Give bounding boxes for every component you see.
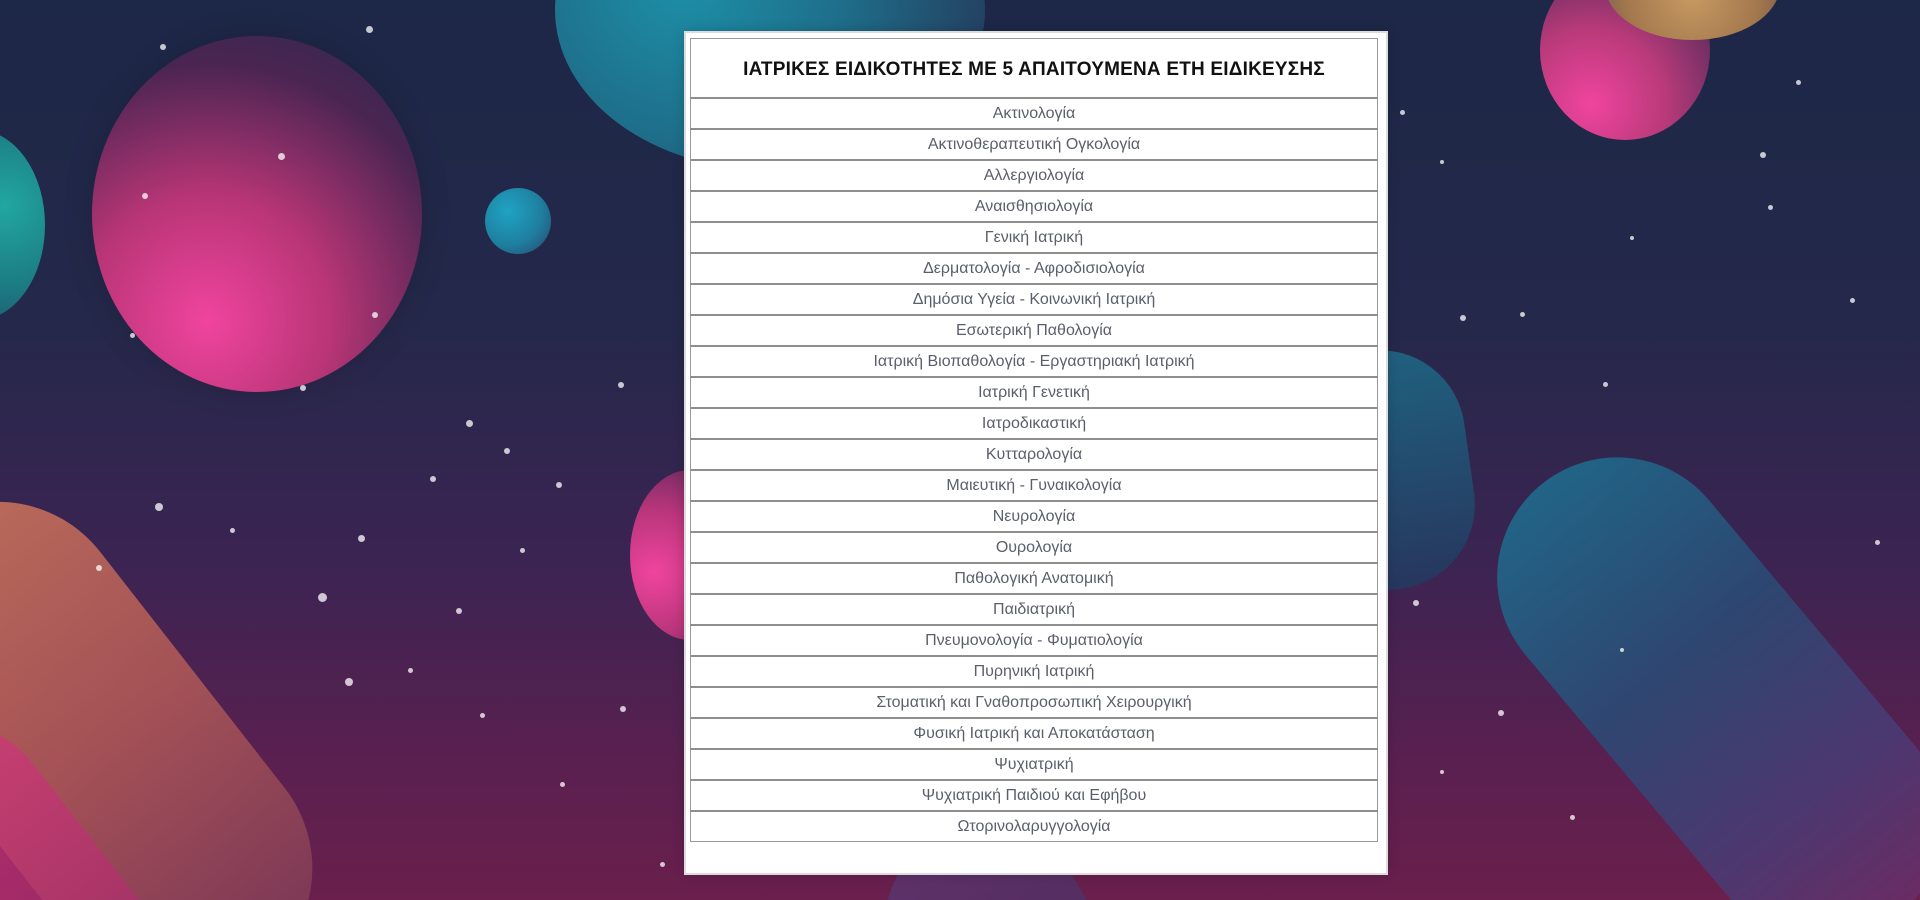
star <box>1520 312 1525 317</box>
table-title: ΙΑΤΡΙΚΕΣ ΕΙΔΙΚΟΤΗΤΕΣ ΜΕ 5 ΑΠΑΙΤΟΥΜΕΝΑ ΕΤΗ ΕΙΔΙΚΕΥΣΗΣ <box>691 39 1378 99</box>
star <box>1440 770 1444 774</box>
table-cell <box>691 222 1378 253</box>
specialty-name: Στοματική και Γναθοπροσωπική Χειρουργική <box>876 693 1192 711</box>
table-cell <box>691 563 1378 594</box>
specialties-table-wrapper <box>690 38 1378 842</box>
table-cell <box>691 470 1378 501</box>
table-row <box>691 532 1378 563</box>
star <box>278 153 285 160</box>
star <box>618 382 624 388</box>
table-cell <box>691 687 1378 718</box>
table-row <box>691 408 1378 439</box>
specialty-name: Δημόσια Υγεία - Κοινωνική Ιατρική <box>912 290 1156 308</box>
specialty-name: Ιατροδικαστική <box>981 414 1087 432</box>
table-row <box>691 501 1378 532</box>
star <box>96 565 102 571</box>
table-cell <box>691 625 1378 656</box>
specialty-name: Αλλεργιολογία <box>983 166 1085 184</box>
specialty-name: Πνευμονολογία - Φυματιολογία <box>925 631 1143 649</box>
table-cell <box>691 315 1378 346</box>
table-row <box>691 222 1378 253</box>
star <box>1400 110 1405 115</box>
table-cell <box>691 408 1378 439</box>
star <box>1498 710 1504 716</box>
table-row <box>691 780 1378 811</box>
star <box>1875 540 1880 545</box>
specialties-document <box>686 33 1386 873</box>
table-row <box>691 749 1378 780</box>
star <box>345 678 353 686</box>
star <box>430 476 436 482</box>
table-row <box>691 191 1378 222</box>
table-header-row <box>691 39 1378 99</box>
specialty-name: Φυσική Ιατρική και Αποκατάσταση <box>913 724 1155 742</box>
specialty-name: Μαιευτική - Γυναικολογία <box>946 476 1122 494</box>
star <box>556 482 562 488</box>
star <box>1603 382 1608 387</box>
star <box>456 608 462 614</box>
specialty-name: Πυρηνική Ιατρική <box>973 662 1095 680</box>
star <box>620 706 626 712</box>
specialty-name: Παθολογική Ανατομική <box>954 569 1114 587</box>
star <box>504 448 510 454</box>
specialty-name: Δερματολογία - Αφροδισιολογία <box>923 259 1145 277</box>
star <box>408 668 413 673</box>
teal-planet-left-edge <box>0 130 45 320</box>
specialty-name: Ψυχιατρική <box>994 755 1074 773</box>
table-cell <box>691 780 1378 811</box>
table-cell <box>691 346 1378 377</box>
table-cell <box>691 160 1378 191</box>
star <box>1768 205 1773 210</box>
star <box>160 44 166 50</box>
specialty-name: Νευρολογία <box>992 507 1076 525</box>
table-row <box>691 129 1378 160</box>
table-cell <box>691 98 1378 129</box>
star <box>660 862 665 867</box>
table-row <box>691 687 1378 718</box>
star <box>366 26 373 33</box>
table-cell <box>691 749 1378 780</box>
table-row <box>691 346 1378 377</box>
specialty-name: Γενική Ιατρική <box>984 228 1084 246</box>
specialty-name: Ωτορινολαρυγγολογία <box>957 817 1111 835</box>
star <box>358 535 365 542</box>
table-cell <box>691 284 1378 315</box>
star <box>372 312 378 318</box>
star <box>1440 160 1444 164</box>
table-row <box>691 470 1378 501</box>
star <box>130 333 135 338</box>
star <box>480 713 485 718</box>
star <box>520 548 525 553</box>
table-row <box>691 98 1378 129</box>
small-teal-planet <box>485 188 551 254</box>
table-cell <box>691 811 1378 842</box>
star <box>142 193 148 199</box>
star <box>318 593 327 602</box>
table-row <box>691 625 1378 656</box>
specialties-table <box>690 38 1378 842</box>
table-row <box>691 718 1378 749</box>
specialty-name: Ουρολογία <box>995 538 1073 556</box>
specialty-name: Ιατρική Βιοπαθολογία - Εργαστηριακή Ιατρική <box>873 352 1195 370</box>
table-cell <box>691 253 1378 284</box>
table-cell <box>691 191 1378 222</box>
star <box>1413 600 1419 606</box>
table-row <box>691 594 1378 625</box>
star <box>1570 815 1575 820</box>
pink-planet-left <box>92 36 422 392</box>
table-row <box>691 160 1378 191</box>
star <box>1850 298 1855 303</box>
star <box>1760 152 1766 158</box>
table-cell <box>691 594 1378 625</box>
table-row <box>691 656 1378 687</box>
table-row <box>691 563 1378 594</box>
table-row <box>691 439 1378 470</box>
star <box>1460 315 1466 321</box>
table-row <box>691 253 1378 284</box>
table-cell <box>691 439 1378 470</box>
table-cell <box>691 532 1378 563</box>
star <box>466 420 473 427</box>
specialty-name: Εσωτερική Παθολογία <box>955 321 1113 339</box>
teal-capsule-right <box>1448 408 1920 900</box>
specialty-name: Ψυχιατρική Παιδιού και Εφήβου <box>921 786 1147 804</box>
specialty-name: Ακτινοθεραπευτική Ογκολογία <box>927 135 1141 153</box>
star <box>155 503 163 511</box>
table-row <box>691 284 1378 315</box>
specialty-name: Ακτινολογία <box>992 104 1076 122</box>
table-cell <box>691 656 1378 687</box>
specialty-name: Ιατρική Γενετική <box>978 383 1090 401</box>
specialty-name: Παιδιατρική <box>993 600 1075 618</box>
table-cell <box>691 129 1378 160</box>
table-cell <box>691 718 1378 749</box>
table-cell <box>691 377 1378 408</box>
specialty-name: Αναισθησιολογία <box>974 197 1094 215</box>
star <box>1620 648 1624 652</box>
star <box>560 782 565 787</box>
table-cell <box>691 501 1378 532</box>
star <box>300 385 306 391</box>
star <box>230 528 235 533</box>
table-row <box>691 377 1378 408</box>
table-row <box>691 811 1378 842</box>
table-row <box>691 315 1378 346</box>
star <box>1796 80 1801 85</box>
specialty-name: Κυτταρολογία <box>985 445 1083 463</box>
star <box>1630 236 1634 240</box>
